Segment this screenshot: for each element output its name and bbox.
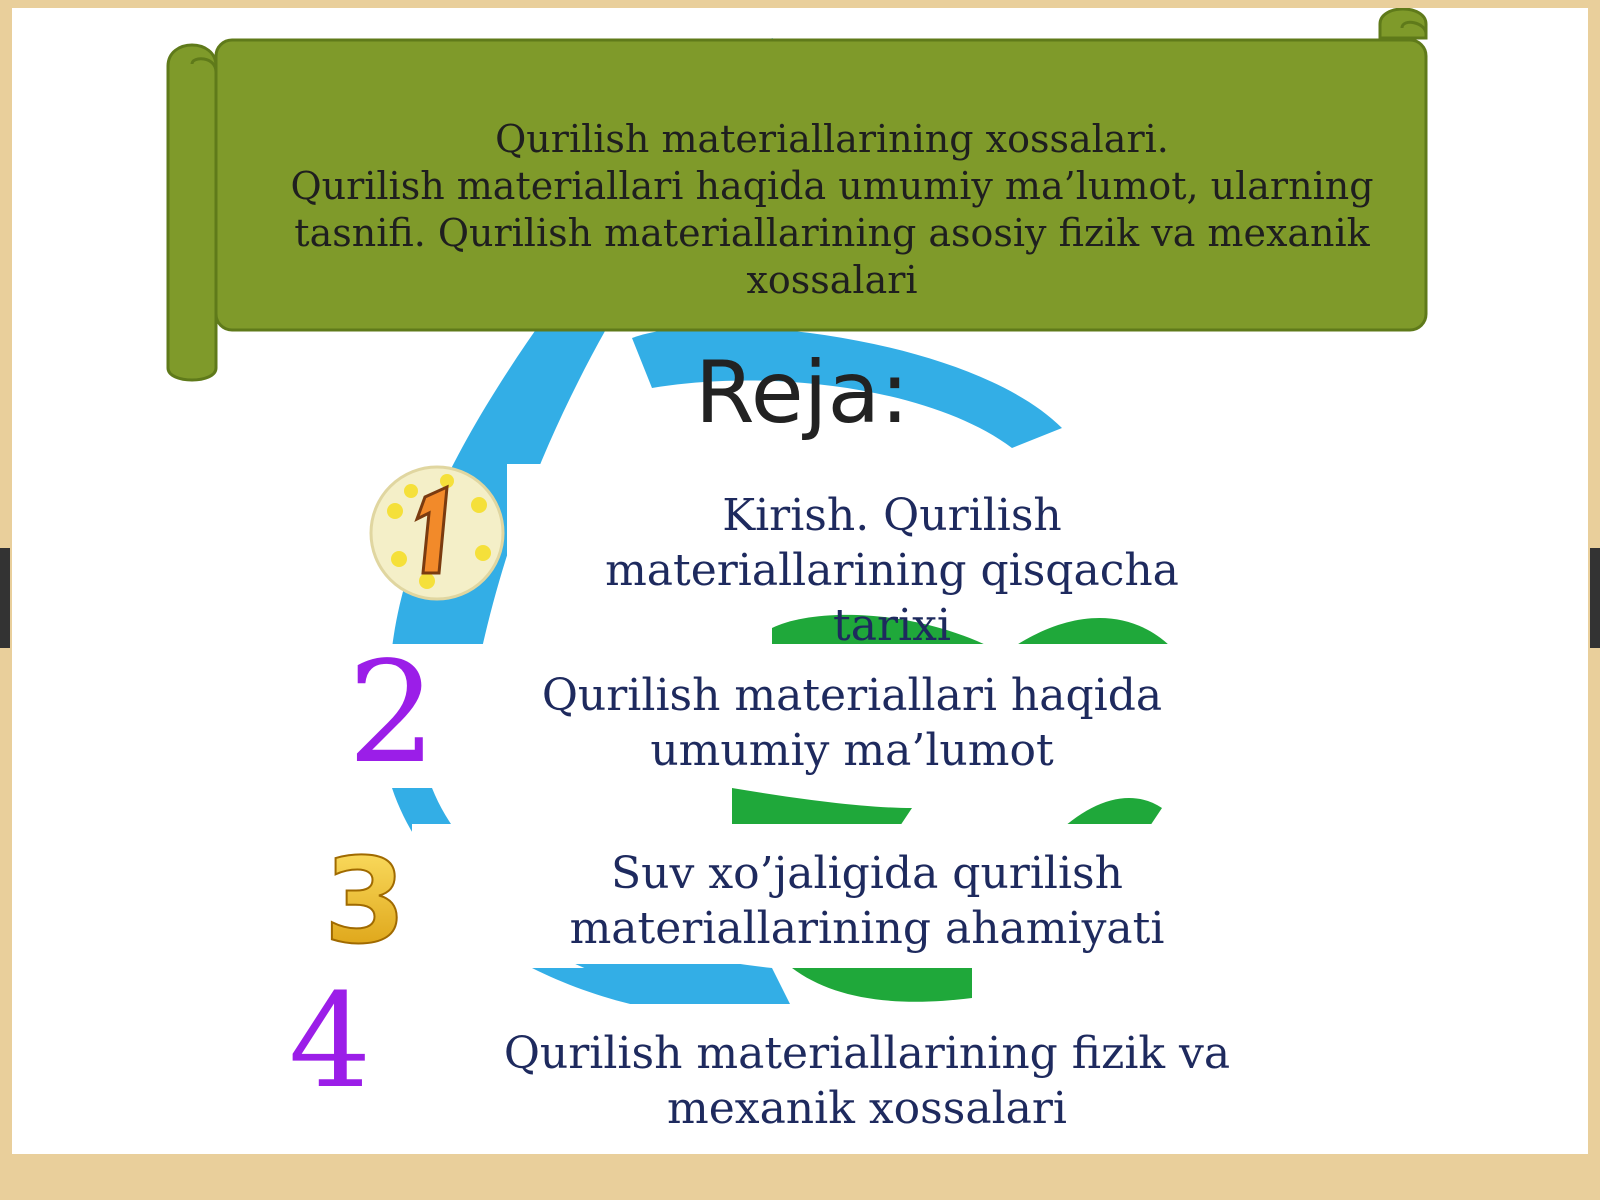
numeral-one-badge-icon [367,463,507,603]
banner-title-line-2: Qurilish materiallari haqida umumiy ma’lumot, ularning tasnifi. Qurilish materiallarining asosiy fizik va mexanik xossalari [290,164,1374,302]
plan-item-1-text: Kirish. Qurilish materiallarining qisqacha tarixi [605,490,1179,651]
plan-item-3-text: Suv xo’jaligida qurilish materiallarining ahamiyati [569,848,1165,954]
slide [12,8,1588,1154]
plan-heading: Reja: [694,343,910,443]
plan-item-4-text: Qurilish materiallarining fizik va mexanik xossalari [503,1028,1231,1134]
numeral-two-glyph: 2 [347,653,437,773]
numeral-four-glyph: 4 [288,986,372,1106]
numeral-three-glyph: 3 [323,838,407,958]
banner-title-line-1: Qurilish materiallarining xossalari. [495,117,1169,161]
numeral-three-gold-icon [320,838,410,958]
numeral-four-icon [270,986,400,1106]
plan-item-2-text: Qurilish materiallari haqida umumiy ma’lumot [541,670,1163,776]
right-edge-stripe [1590,548,1600,648]
left-edge-stripe [0,548,10,648]
numeral-two-icon [337,653,447,773]
banner-title [262,116,1402,304]
